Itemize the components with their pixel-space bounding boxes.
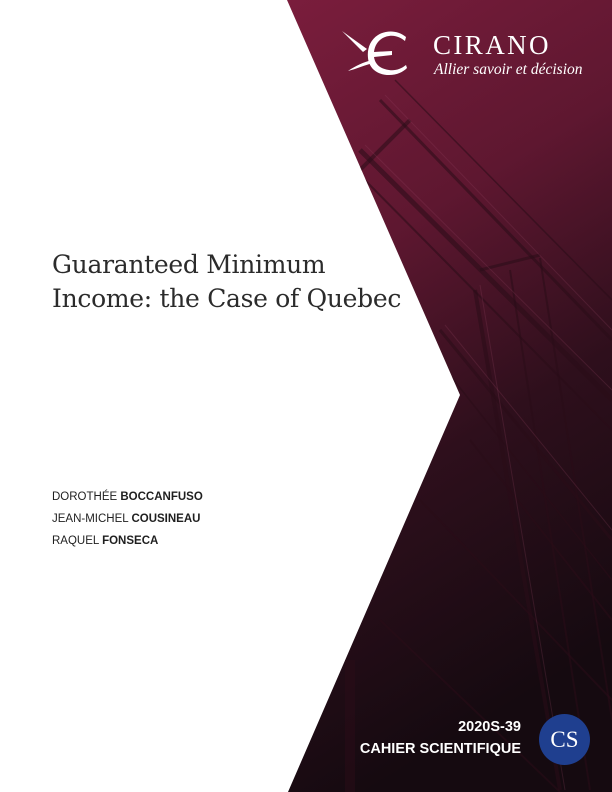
brand-tagline: Allier savoir et décision [434,61,583,78]
document-title [52,248,432,316]
series-name: CAHIER SCIENTIFIQUE [359,741,521,757]
cirano-swoosh-logo-icon [340,28,412,78]
author-last-name: BOCCANFUSO [120,491,203,503]
author-item [52,488,203,510]
cirano-logo[interactable] [340,28,600,84]
series-info [360,716,521,760]
brand-name: CIRANO [433,30,551,60]
title-line-2: Income: the Case of Quebec [52,284,402,313]
author-item [52,532,203,554]
author-last-name: COUSINEAU [131,513,201,525]
author-first-name: RAQUEL [52,535,99,547]
author-first-name: JEAN-MICHEL [52,513,129,525]
author-last-name: FONSECA [102,535,159,547]
author-list [52,488,203,554]
burgundy-chevron-panel [287,0,612,792]
author-first-name: DOROTHÉE [52,491,118,503]
title-line-1: Guaranteed Minimum [52,250,326,279]
author-item [52,510,203,532]
series-number: 2020S-39 [458,719,521,735]
cs-badge: CS [539,714,590,765]
